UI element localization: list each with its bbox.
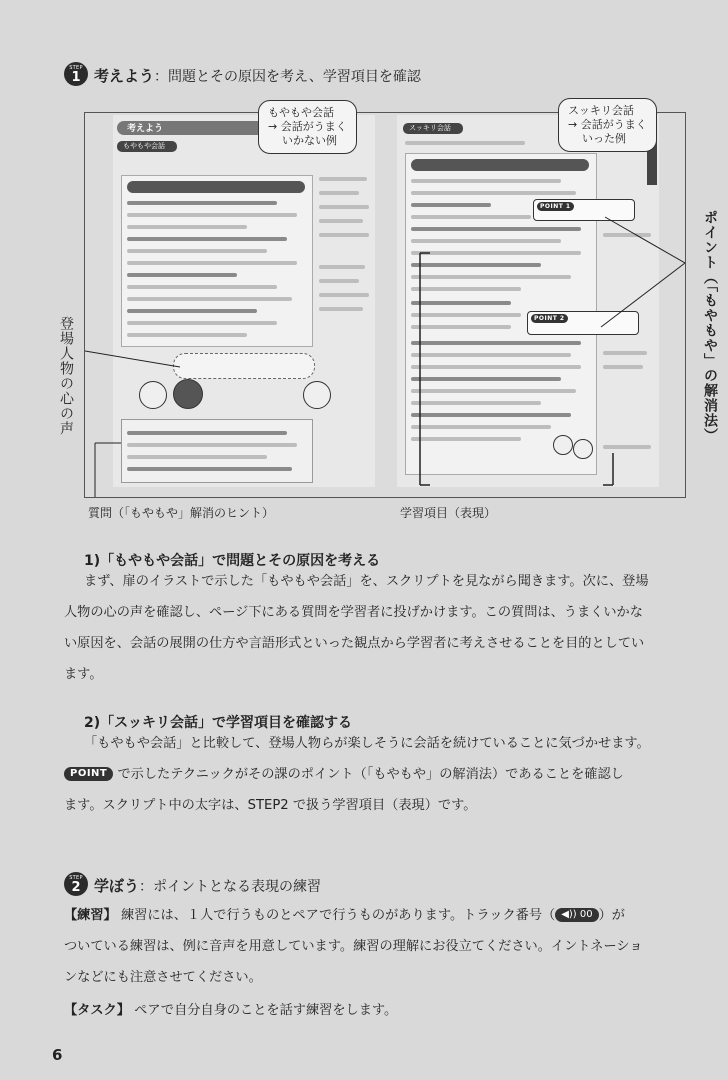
section1-heading: 1)「もやもや会話」で問題とその原因を考える	[84, 553, 381, 569]
callout-point: ポイント（「もやもや」の解消法）	[702, 210, 718, 443]
callout-question: 質問（「もやもや」解消のヒント）	[88, 506, 275, 520]
section2-line	[64, 759, 724, 790]
step2-title-bold: 学ぼう	[94, 877, 140, 895]
section1-line: ます。	[64, 667, 103, 682]
step1-badge-word: STEP	[69, 65, 83, 71]
task-label: 【タスク】	[64, 1003, 130, 1018]
page-number: 6	[52, 1046, 63, 1064]
practice-paragraph	[64, 900, 724, 993]
sample-spread-figure	[84, 112, 686, 498]
callout-inner-voice: 登場人物の心の声	[58, 316, 74, 436]
practice-line	[64, 900, 724, 931]
step1-title-bold: 考えよう	[94, 67, 155, 85]
step2-badge-word: STEP	[69, 875, 83, 881]
practice-text: ）が	[598, 908, 625, 923]
bubble-right-line: → 会話がうまく	[568, 118, 647, 131]
point2-label: POINT 2	[531, 314, 568, 323]
task-line	[64, 995, 724, 1026]
practice-label: 【練習】	[64, 908, 117, 923]
moyamoya-bubble	[258, 100, 357, 154]
section2-line-text: で示したテクニックがその課のポイント（「もやもや」の解消法）であることを確認し	[117, 767, 624, 782]
section2-line: 「もやもや会話」と比較して、登場人物らが楽しそうに会話を続けていることに気づかせます。	[84, 736, 650, 751]
section1-line: まず、扉のイラストで示した「もやもや会話」を、スクリプトを見ながら聞きます。次に、登場	[84, 574, 649, 589]
step1-badge	[64, 62, 88, 86]
task-paragraph	[64, 995, 724, 1026]
section2-heading: 2)「スッキリ会話」で学習項目を確認する	[84, 715, 352, 731]
callout-learning-items: 学習項目（表現）	[400, 506, 497, 520]
section1-line: 人物の心の声を確認し、ページ下にある質問を学習者に投げかけます。この質問は、うまくいかな	[64, 605, 643, 620]
step1-badge-number: 1	[71, 70, 81, 85]
bubble-right-line: スッキリ会話	[568, 104, 634, 117]
audio-track-icon: ◀)) 00	[555, 908, 598, 922]
practice-line: ついている練習は、例に音声を用意しています。練習の理解にお役立てください。イントネーショ	[64, 939, 643, 954]
bubble-left-line: もやもや会話	[268, 106, 334, 119]
left-page-header: 考えよう	[127, 124, 164, 134]
section1-line: い原因を、会話の展開の仕方や言語形式といった観点から学習者に考えさせることを目的としてい	[64, 636, 645, 651]
step1-title	[94, 65, 421, 86]
practice-line: ンなどにも注意させてください。	[64, 970, 262, 985]
bubble-right-line: いった例	[582, 132, 626, 145]
bubble-left-line: いかない例	[282, 134, 337, 147]
practice-text: 練習には、１人で行うものとペアで行うものがあります。トラック番号（	[120, 908, 556, 923]
section2-line: ます。スクリプト中の太字は、STEP2 で扱う学習項目（表現）です。	[64, 798, 477, 813]
left-page-tab-label: もやもや会話	[123, 142, 165, 150]
step2-badge-number: 2	[71, 880, 81, 895]
point-badge: POINT	[64, 767, 113, 781]
step2-title	[94, 875, 321, 896]
point1-label: POINT 1	[537, 202, 574, 211]
section1-paragraph	[64, 566, 724, 690]
step2-title-rest: ：ポイントとなる表現の練習	[139, 879, 322, 895]
right-page-tab-label: スッキリ会話	[409, 124, 451, 132]
step2-badge	[64, 872, 88, 896]
section2-paragraph	[64, 728, 724, 821]
callout-lines	[85, 113, 685, 497]
sukkiri-bubble	[558, 98, 657, 152]
task-text: ペアで自分自身のことを話す練習をします。	[134, 1003, 398, 1018]
step1-title-rest: ：問題とその原因を考え、学習項目を確認	[154, 69, 421, 85]
bubble-left-line: → 会話がうまく	[268, 120, 347, 133]
